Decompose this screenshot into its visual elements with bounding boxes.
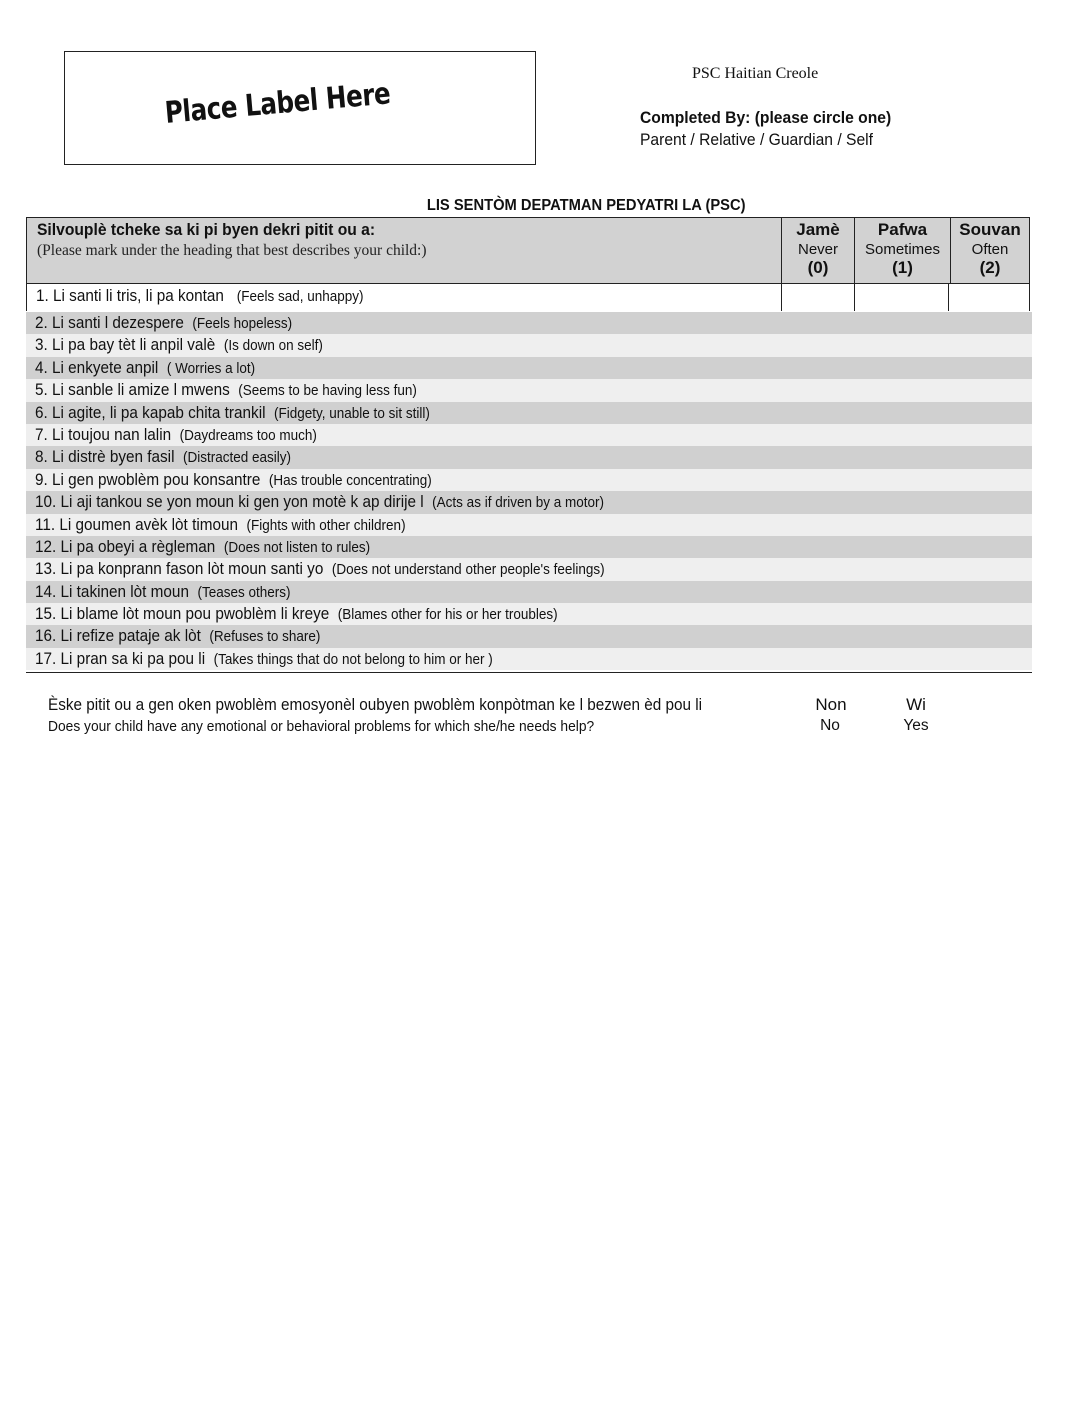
item-text-english: (Feels hopeless) [192, 315, 293, 332]
table-row[interactable] [26, 357, 1032, 379]
column-label: Jamè [796, 220, 840, 239]
item-text: 2. Li santi l dezespere [35, 313, 184, 332]
item-text-english: (Does not listen to rules) [223, 538, 371, 556]
item-text-english: (Takes things that do not belong to him or her ) [213, 650, 493, 668]
cell-divider [854, 283, 855, 311]
column-label: Souvan [959, 220, 1021, 239]
item-text-english: ( Worries a lot) [166, 359, 256, 377]
item-text: 17. Li pran sa ki pa pou li [35, 648, 206, 668]
answer-yes-option-english[interactable]: Yes [903, 717, 929, 734]
table-row[interactable] [26, 581, 1032, 603]
final-question-text: Èske pitit ou a gen oken pwoblèm emosyonèl oubyen pwoblèm konpòtman ke l bezwen èd pou li [48, 695, 703, 714]
table-row[interactable] [26, 558, 1032, 580]
column-often [950, 218, 1029, 283]
item-text: 9. Li gen pwoblèm pou konsantre [35, 469, 261, 489]
item-text: 15. Li blame lòt moun pou pwoblèm li kreye [35, 604, 330, 624]
page-title: LIS SENTÒM DEPATMAN PEDYATRI LA (PSC) [426, 197, 746, 214]
table-row[interactable] [26, 625, 1032, 647]
column-label: Pafwa [877, 220, 928, 239]
item-text: 6. Li agite, li pa kapab chita trankil [35, 402, 266, 422]
item-list [26, 312, 1032, 670]
table-bottom-border [26, 672, 1032, 673]
table-row[interactable] [26, 402, 1032, 424]
item-text-english: (Feels sad, unhappy) [236, 288, 364, 305]
patient-label-box [64, 51, 536, 165]
table-row[interactable] [26, 424, 1032, 446]
item-text: 1. Li santi li tris, li pa kontan [36, 286, 224, 305]
table-row[interactable] [26, 446, 1032, 468]
item-text-english: (Blames other for his or her troubles) [337, 606, 558, 624]
table-row[interactable] [26, 491, 1032, 513]
answer-no-option-english[interactable]: No [820, 717, 840, 734]
item-text: 4. Li enkyete anpil [35, 357, 159, 377]
cell-divider [948, 283, 949, 311]
table-row [26, 283, 1030, 311]
item-text: 12. Li pa obeyi a règleman [35, 536, 216, 556]
item-text-english: (Does not understand other people's feelings) [331, 561, 605, 579]
table-row[interactable] [26, 514, 1032, 536]
item-text-english: (Fidgety, unable to sit still) [274, 404, 430, 422]
item-text: 5. Li sanble li amize l mwens [35, 380, 230, 400]
table-row[interactable] [26, 379, 1032, 401]
item-text: 3. Li pa bay tèt li anpil valè [35, 335, 216, 355]
column-sometimes [854, 218, 950, 283]
completed-by-options[interactable]: Parent / Relative / Guardian / Self [640, 130, 873, 149]
instruction-text: Silvouplè tcheke sa ki pi byen dekri pitit ou a: [37, 220, 376, 239]
table-row[interactable] [26, 648, 1032, 670]
table-row[interactable] [26, 469, 1032, 491]
item-text: 8. Li distrè byen fasil [35, 447, 175, 467]
completed-by-title: Completed By: (please circle one) [640, 108, 892, 127]
item-text: 16. Li refize pataje ak lòt [35, 626, 201, 646]
item-text-english: (Teases others) [197, 583, 291, 601]
item-text: 13. Li pa konprann fason lòt moun santi yo [35, 559, 324, 579]
item-text: 11. Li goumen avèk lòt timoun [35, 514, 238, 534]
column-never [781, 218, 854, 283]
final-question-text-english: Does your child have any emotional or behavioral problems for which she/he needs help? [48, 718, 595, 735]
table-row[interactable] [26, 312, 1032, 334]
item-text-english: (Seems to be having less fun) [238, 382, 417, 400]
column-label-english: Often [971, 241, 1009, 258]
item-text-english: (Has trouble concentrating) [268, 471, 432, 489]
form-identifier: PSC Haitian Creole [692, 65, 819, 82]
table-header [26, 217, 1030, 284]
item-text-english: (Distracted easily) [182, 449, 292, 467]
table-row[interactable] [26, 603, 1032, 625]
column-label-english: Never [797, 241, 838, 258]
item-text: 14. Li takinen lòt moun [35, 581, 189, 601]
item-text: 7. Li toujou nan lalin [35, 424, 172, 444]
answer-no-option[interactable]: Non [815, 695, 847, 714]
cell-divider [781, 283, 782, 311]
column-score: (0) [807, 258, 829, 277]
table-row[interactable] [26, 536, 1032, 558]
table-row[interactable] [26, 334, 1032, 356]
place-label-text: Place Label Here [163, 76, 392, 131]
item-text-english: (Daydreams too much) [179, 426, 317, 444]
item-text-english: (Fights with other children) [246, 516, 406, 534]
item-text: 10. Li aji tankou se yon moun ki gen yon motè k ap dirije l [35, 492, 424, 512]
item-text-english: (Acts as if driven by a motor) [432, 494, 604, 512]
answer-yes-option[interactable]: Wi [906, 695, 926, 714]
item-text-english: (Refuses to share) [209, 628, 321, 646]
column-score: (1) [892, 258, 913, 277]
instruction-text-english: (Please mark under the heading that best describes your child:) [37, 242, 427, 259]
column-score: (2) [979, 258, 1001, 277]
item-text-english: (Is down on self) [223, 337, 323, 355]
column-label-english: Sometimes [864, 241, 941, 258]
